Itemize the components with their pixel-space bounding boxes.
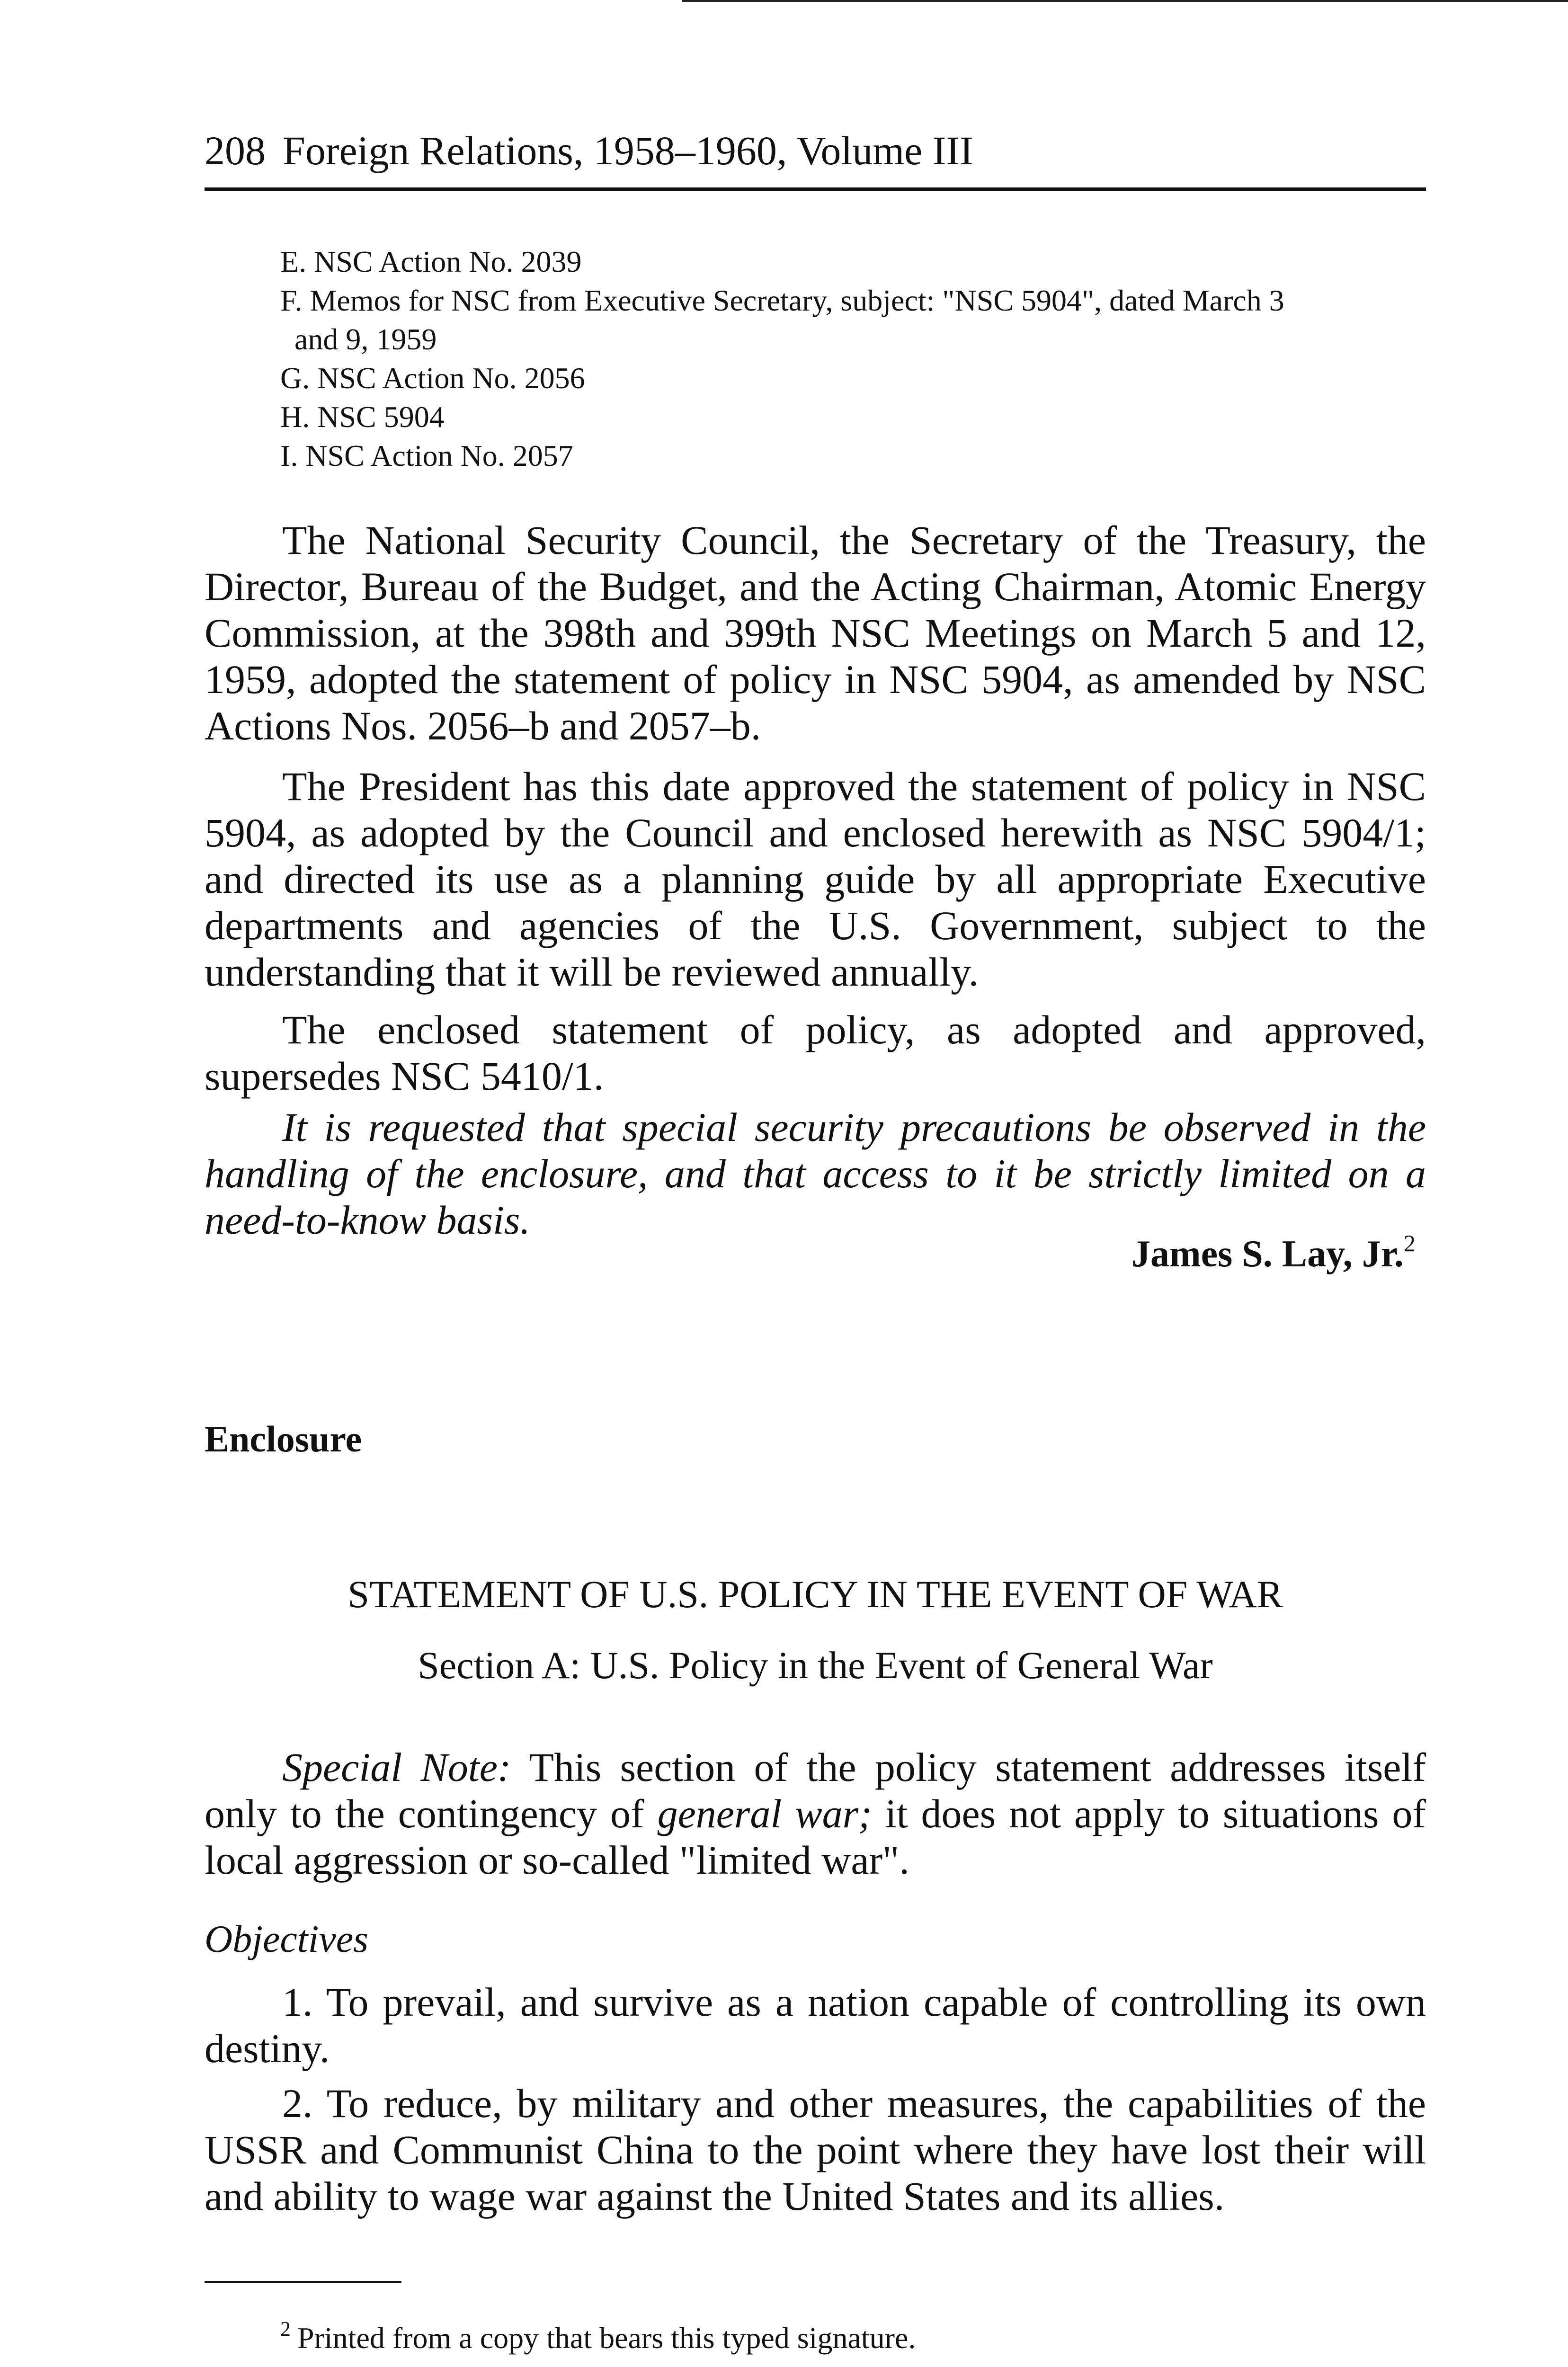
reference-item: H. NSC 5904 — [280, 400, 445, 434]
enclosure-label: Enclosure — [205, 1418, 362, 1459]
paragraph-presidential-approval: The President has this date approved the statement of policy in NSC 5904, as adopted by the Council and enclosed herewith as NSC 5904/1; and directed its use as a planning guide by all appropriate Executive departments and agencies of the U.S. Government, subject to the understanding that it will be reviewed annually. — [205, 764, 1426, 995]
objectives-heading: Objectives — [205, 1917, 369, 1960]
section-title: Section A: U.S. Policy in the Event of General War — [418, 1644, 1213, 1687]
header-rule — [205, 187, 1426, 191]
footnote-number: 2 — [280, 2317, 291, 2340]
reference-item: E. NSC Action No. 2039 — [280, 245, 582, 278]
signature — [1131, 1219, 1416, 1278]
running-head — [205, 127, 973, 174]
enclosure-title: STATEMENT OF U.S. POLICY IN THE EVENT OF WAR — [347, 1573, 1283, 1616]
paragraph-adoption: The National Security Council, the Secretary of the Treasury, the Director, Bureau of the Budget, and the Acting Chairman, Atomic Energy Commission, at the 398th and 399th NSC Meetings on March 5 and 12, 1959, adopted the statement of policy in NSC 5904, as amended by NSC Actions Nos. 2056–b and 2057–b. — [205, 517, 1426, 748]
special-note — [205, 1744, 1426, 1883]
paragraph-security-request: It is requested that special security precautions be observed in the handling of the enclosure, and that access to it be strictly limited on a need-to-know basis. — [205, 1104, 1426, 1243]
paragraph-supersedes: The enclosed statement of policy, as adopted and approved, supersedes NSC 5410/1. — [205, 1007, 1426, 1099]
special-note-emphasis: general war; — [657, 1791, 872, 1836]
scan-top-edge-rule — [682, 0, 1568, 2]
special-note-label: Special Note: — [282, 1744, 511, 1790]
signature-footnote-ref: 2 — [1403, 1230, 1416, 1256]
reference-item-continuation: and 9, 1959 — [294, 322, 437, 356]
signature-name: James S. Lay, Jr. — [1131, 1233, 1404, 1275]
footnote-text: Printed from a copy that bears this typed signature. — [297, 2321, 916, 2355]
special-note-text-2: it does not apply to situations of local aggression or so-called "limited war". — [205, 1791, 1426, 1883]
reference-item: G. NSC Action No. 2056 — [280, 361, 585, 395]
footnote — [280, 2310, 916, 2357]
page-number: 208 — [205, 128, 266, 173]
running-title: Foreign Relations, 1958–1960, Volume III — [283, 128, 973, 173]
objective-item: 1. To prevail, and survive as a nation capable of controlling its own destiny. — [205, 1979, 1426, 2071]
reference-list — [280, 242, 1426, 475]
reference-item: F. Memos for NSC from Executive Secretary, subject: "NSC 5904", dated March 3 — [280, 284, 1284, 317]
footnote-rule — [205, 2281, 401, 2283]
reference-item: I. NSC Action No. 2057 — [280, 439, 573, 472]
objective-item: 2. To reduce, by military and other measures, the capabilities of the USSR and Communist China to the point where they have lost their will and ability to wage war against the United States and its allies. — [205, 2081, 1426, 2219]
special-note-text-1: This section of the policy statement addresses itself only to the contingency of — [205, 1744, 1426, 1836]
